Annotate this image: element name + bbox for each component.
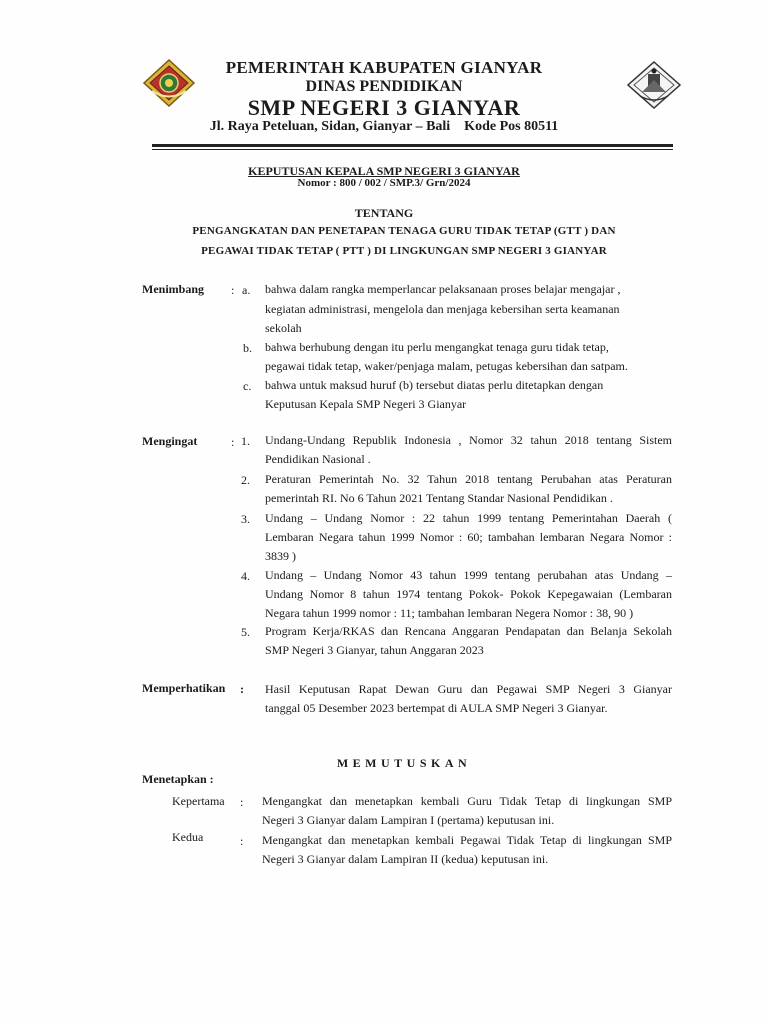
memperhatikan-line-2: tanggal 05 Desember 2023 bertempat di AULA SMP Negeri 3 Gianyar. xyxy=(265,701,608,715)
mengingat-2-line-1: Peraturan Pemerintah No. 32 Tahun 2018 tentang Perubahan atas Peraturan xyxy=(265,472,672,486)
mengingat-3-line-3: 3839 ) xyxy=(265,549,296,563)
menimbang-mark-b: b. xyxy=(243,341,252,355)
menimbang-a-line-2: kegiatan administrasi, mengelola dan menjaga kebersihan serta keamanan xyxy=(265,302,620,316)
mengingat-1-line-2: Pendidikan Nasional . xyxy=(265,452,371,466)
letterhead-department: DINAS PENDIDIKAN xyxy=(305,78,463,95)
mengingat-mark-2: 2. xyxy=(241,473,250,487)
mengingat-label: Mengingat xyxy=(142,434,198,448)
menimbang-a-line-3: sekolah xyxy=(265,321,302,335)
mengingat-4-line-1: Undang – Undang Nomor 43 tahun 1999 tentang perubahan atas Undang – xyxy=(265,568,672,582)
mengingat-colon: : xyxy=(231,435,235,449)
kepertama-line-2: Negeri 3 Gianyar dalam Lampiran I (pertama) keputusan ini. xyxy=(262,813,555,827)
menimbang-c-line-2: Keputusan Kepala SMP Negeri 3 Gianyar xyxy=(265,397,467,411)
letterhead-divider-thick xyxy=(152,144,673,147)
letterhead-address: Jl. Raya Peteluan, Sidan, Gianyar – Bali Kode Pos 80511 xyxy=(209,119,559,134)
mengingat-mark-1: 1. xyxy=(241,434,250,448)
menimbang-mark-a: a. xyxy=(242,283,251,297)
menimbang-b-line-1: bahwa berhubung dengan itu perlu mengangkat tenaga guru tidak tetap, xyxy=(265,340,609,354)
memperhatikan-label: Memperhatikan xyxy=(142,681,226,695)
decree-title: KEPUTUSAN KEPALA SMP NEGERI 3 GIANYAR xyxy=(248,164,520,178)
letterhead-divider-thin xyxy=(152,149,673,150)
memperhatikan-colon: : xyxy=(240,682,244,696)
mengingat-3-line-2: Lembaran Negara tahun 1999 Nomor : 60; tambahan lembaran Negara Nomor : xyxy=(265,530,672,544)
mengingat-5-line-2: SMP Negeri 3 Gianyar, tahun Anggaran 2023 xyxy=(265,643,484,657)
mengingat-3-line-1: Undang – Undang Nomor : 22 tahun 1999 tentang Pemerintahan Daerah ( xyxy=(265,511,672,525)
kedua-line-1: Mengangkat dan menetapkan kembali Pegawai Tidak Tetap di lingkungan SMP xyxy=(262,833,672,847)
mengingat-4-line-3: Negara tahun 1999 nomor : 11; tambahan lembaran Negera Nomor : 38, 90 ) xyxy=(265,606,634,620)
menimbang-mark-c: c. xyxy=(243,379,252,393)
decree-about-heading: TENTANG xyxy=(354,206,414,220)
kedua-colon: : xyxy=(240,834,244,848)
mengingat-1-line-1: Undang-Undang Republik Indonesia , Nomor 32 tahun 2018 tentang Sistem xyxy=(265,433,672,447)
menimbang-a-line-1: bahwa dalam rangka memperlancar pelaksanaan proses belajar mengajar , xyxy=(265,282,621,296)
memutuskan-heading: MEMUTUSKAN xyxy=(336,756,472,770)
kepertama-line-1: Mengangkat dan menetapkan kembali Guru Tidak Tetap di lingkungan SMP xyxy=(262,794,672,808)
menimbang-c-line-1: bahwa untuk maksud huruf (b) tersebut diatas perlu ditetapkan dengan xyxy=(265,378,604,392)
letterhead-school-name: SMP NEGERI 3 GIANYAR xyxy=(247,95,521,120)
menetapkan-label: Menetapkan : xyxy=(142,772,214,786)
menimbang-label: Menimbang xyxy=(142,282,205,296)
mengingat-4-line-2: Undang Nomor 8 tahun 1974 tentang Pokok- Pokok Kepegawaian (Lembaran xyxy=(265,587,672,601)
letterhead-government: PEMERINTAH KABUPATEN GIANYAR xyxy=(225,58,543,77)
decree-subject-line-1: PENGANGKATAN DAN PENETAPAN TENAGA GURU TIDAK TETAP (GTT ) DAN xyxy=(192,225,616,237)
kepertama-colon: : xyxy=(240,795,244,809)
mengingat-mark-5: 5. xyxy=(241,625,250,639)
mengingat-mark-4: 4. xyxy=(241,569,250,583)
memperhatikan-line-1: Hasil Keputusan Rapat Dewan Guru dan Pegawai SMP Negeri 3 Gianyar xyxy=(265,682,672,696)
kedua-label: Kedua xyxy=(172,830,204,844)
mengingat-5-line-1: Program Kerja/RKAS dan Rencana Anggaran Pendapatan dan Belanja Sekolah xyxy=(265,624,672,638)
decree-number: Nomor : 800 / 002 / SMP.3/ Grn/2024 xyxy=(297,177,471,189)
menimbang-b-line-2: pegawai tidak tetap, waker/penjaga malam, petugas kebersihan dan satpam. xyxy=(265,359,628,373)
mengingat-2-line-2: pemerintah RI. No 6 Tahun 2021 Tentang Standar Nasional Pendidikan . xyxy=(265,491,613,505)
kepertama-label: Kepertama xyxy=(172,794,225,808)
menimbang-colon: : xyxy=(231,283,235,297)
decree-subject-line-2: PEGAWAI TIDAK TETAP ( PTT ) DI LINGKUNGAN SMP NEGERI 3 GIANYAR xyxy=(201,245,607,257)
kedua-line-2: Negeri 3 Gianyar dalam Lampiran II (kedua) keputusan ini. xyxy=(262,852,549,866)
mengingat-mark-3: 3. xyxy=(241,512,250,526)
